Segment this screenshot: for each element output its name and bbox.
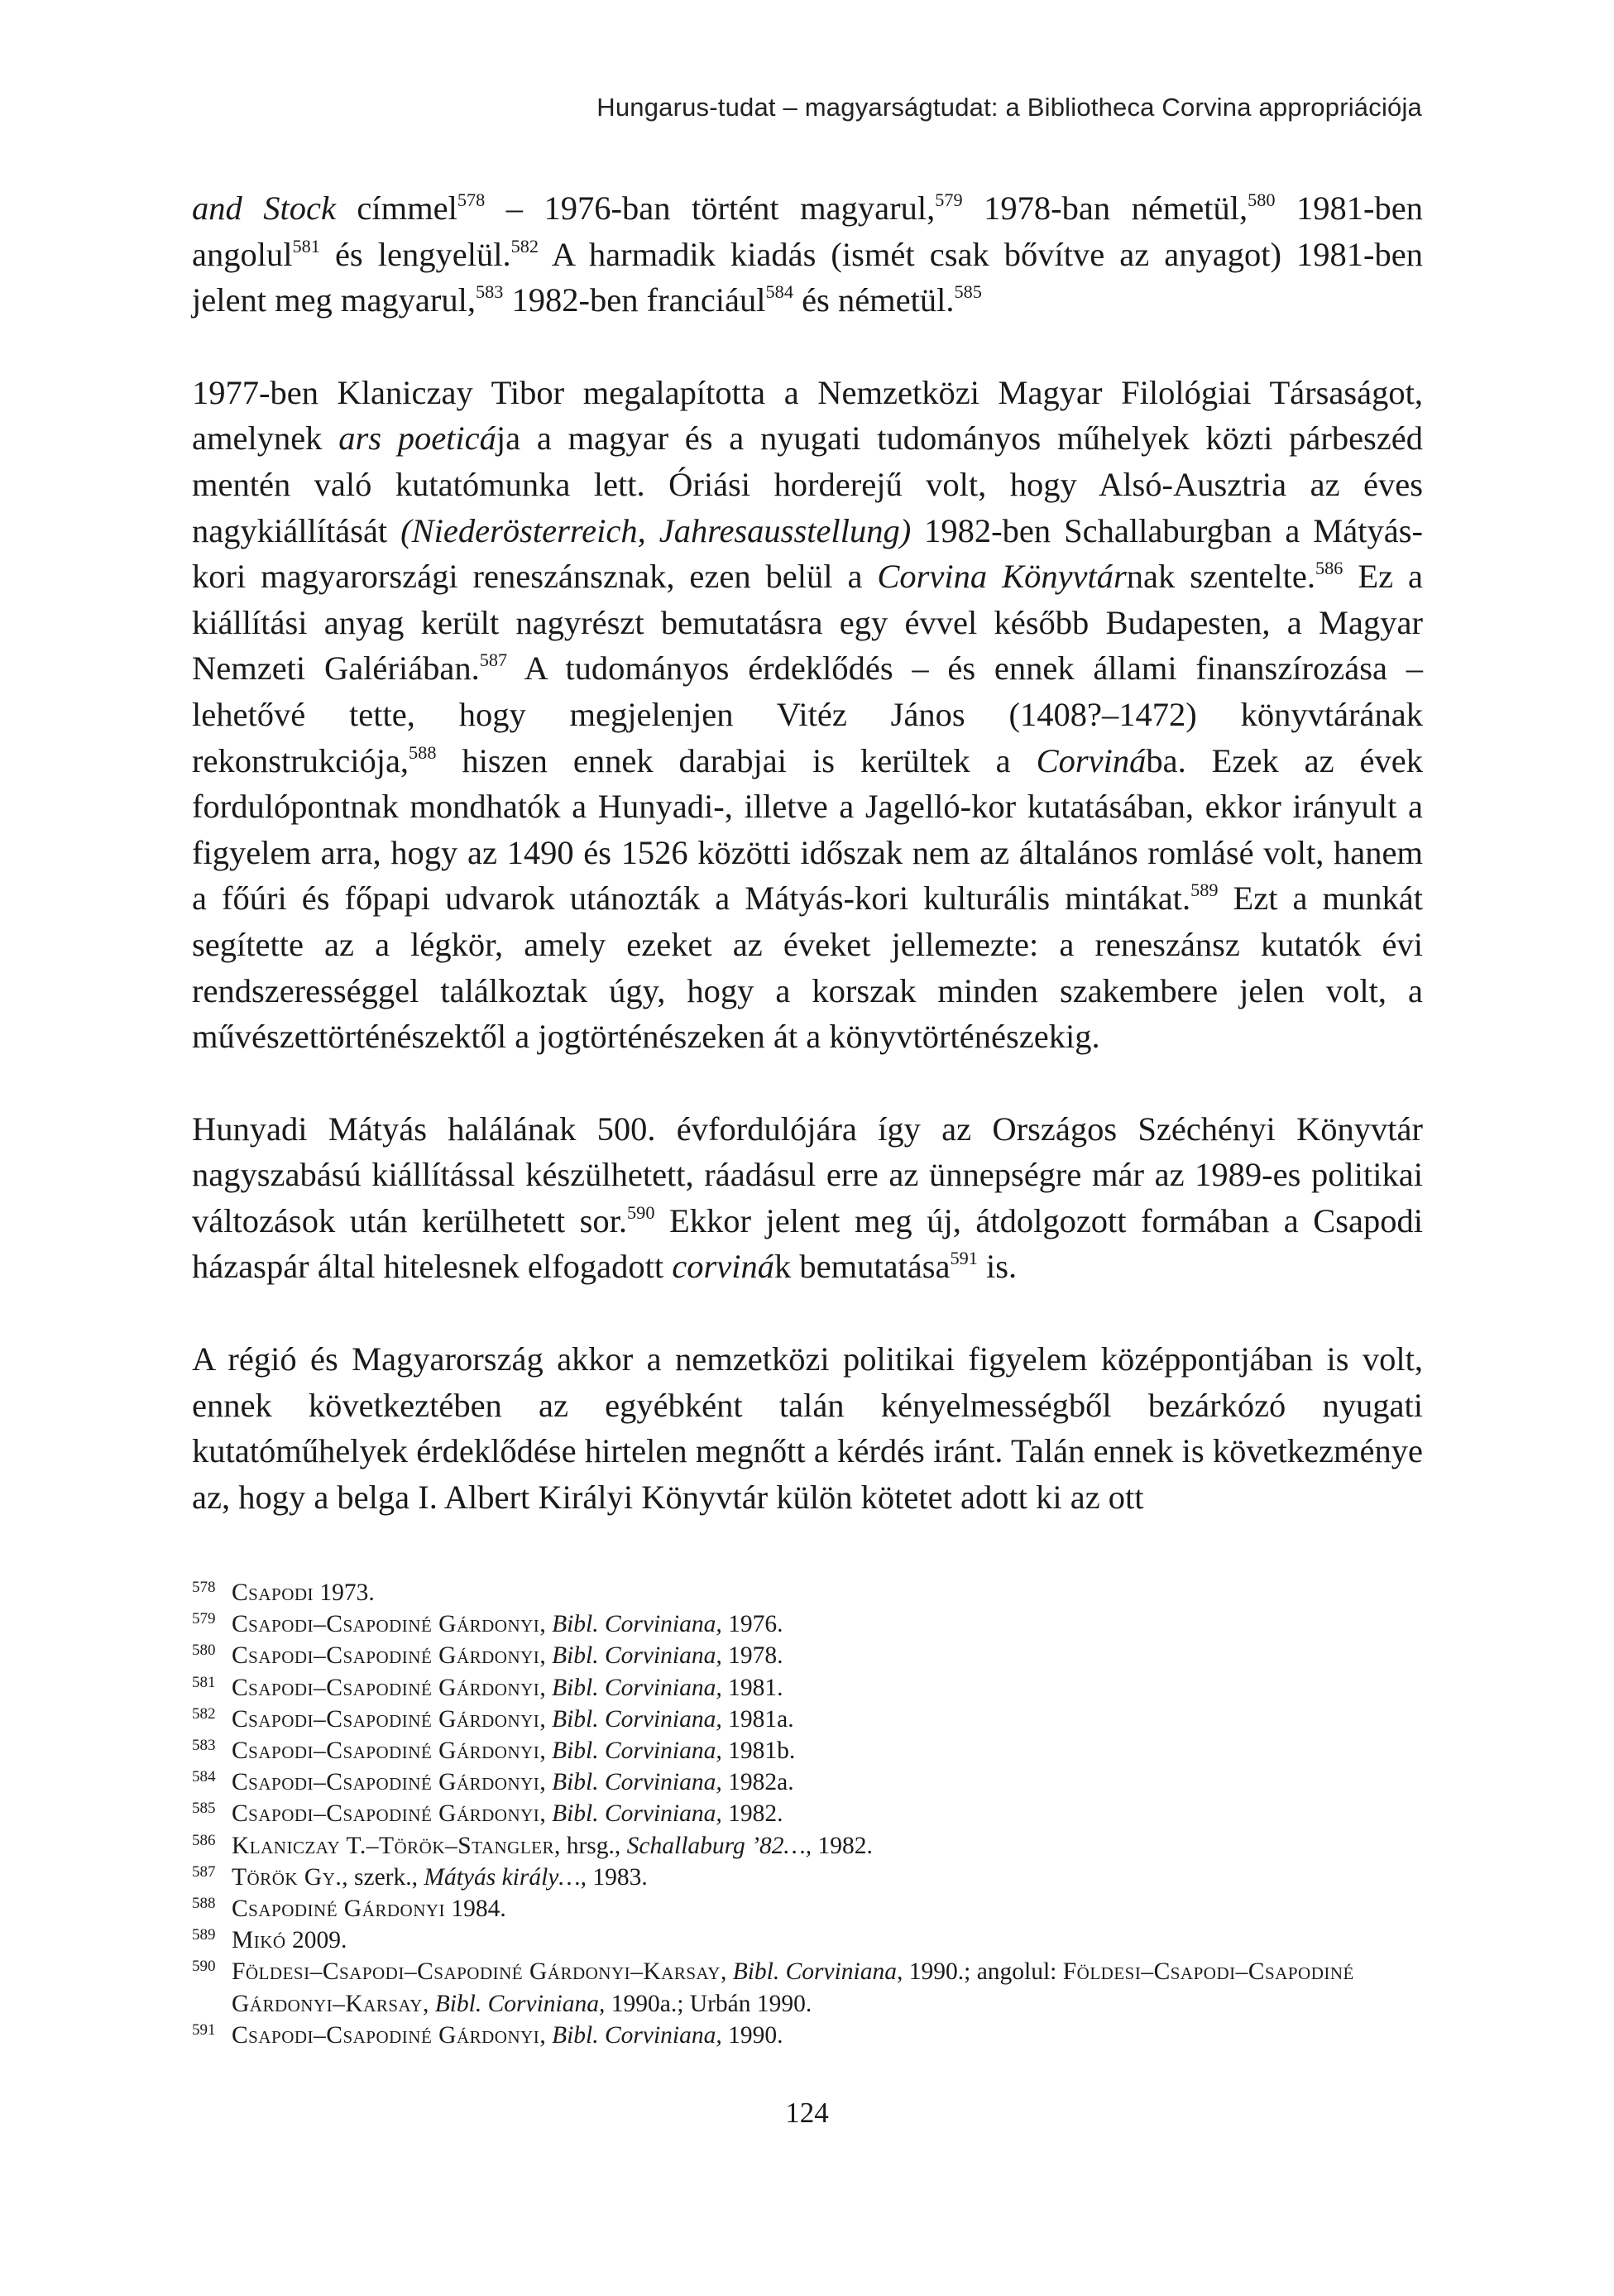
footnote-text: 1984.: [445, 1896, 506, 1923]
footnote-author: Mikó: [232, 1927, 286, 1954]
footnote-text: 1981b.: [721, 1738, 796, 1765]
footnote: [192, 1640, 1433, 1671]
paragraph-text: ba. Ezek az évek fordulópontnak mondhatók a Hunyadi-, illetve a Jagelló-kor kutatásában, ekkor irányult a figyelem arra, hogy az 1490 és 1526 közötti időszak nem az általános romlásé volt, hanem a főúri és főpapi udvarok utánozták a Mátyás-kori kulturális mintákat.: [192, 741, 1423, 918]
paragraph-italic: (Niederösterreich, Jahresausstellung): [400, 511, 912, 549]
footnote: [192, 1893, 1433, 1925]
footnote-italic: Bibl. Corviniana,: [732, 1958, 903, 1986]
paragraph-text: A tudományos érdeklődés – és ennek állami finanszírozása – lehetővé tette, hogy megjelenjen Vitéz János (1408?–1472) könyvtárának rekonstrukciója,: [192, 649, 1423, 779]
footnote-author: Török Gy.: [232, 1863, 342, 1891]
paragraph-text: Ez a kiállítási anyag került nagyrészt bemutatásra egy évvel később Budapesten, a Magyar Nemzeti Galériában.: [192, 558, 1423, 688]
footnote-author: Csapodi–Csapodiné Gárdonyi: [232, 2021, 540, 2049]
paragraph-text: hiszen ennek darabjai is kerültek a: [436, 741, 1037, 779]
footnote-ref: 584: [765, 281, 793, 303]
footnote-ref: 586: [1315, 558, 1343, 579]
footnote-text: 1982.: [721, 1800, 783, 1828]
footnote-author: Csapodi–Csapodiné Gárdonyi: [232, 1642, 540, 1670]
footnote-text: 1973.: [314, 1579, 375, 1606]
footnote-text: ,: [539, 1738, 553, 1765]
footnote-text: 1978.: [721, 1642, 783, 1670]
footnote: [192, 2020, 1433, 2051]
footnote-number: 580: [192, 1642, 216, 1660]
footnote-italic: Schallaburg ’82…,: [626, 1832, 812, 1859]
footnote-number: 589: [192, 1926, 216, 1944]
paragraph-italic: Corvina Könyvtár: [877, 558, 1127, 596]
footnote-number: 586: [192, 1831, 216, 1849]
footnote-italic: Bibl. Corviniana,: [552, 1769, 722, 1796]
paragraph-text: Hunyadi Mátyás halálának 500. évfordulójára így az Országos Széchényi Könyvtár nagyszabású kiállítással készülhetett, ráadásul erre az ünnepségre már az 1989-es politikai változások után kerülhetett sor.: [192, 1110, 1423, 1239]
paragraph-text: Ekkor jelent meg új, átdolgozott formában a Csapodi házaspár által hitelesnek elfogadott: [192, 1201, 1424, 1286]
paragraph-italic: and Stock: [192, 189, 336, 227]
footnote: [192, 1577, 1433, 1608]
paragraph-text: A harmadik kiadás (ismét csak bővítve az anyagot) 1981-ben jelent meg magyarul,: [192, 235, 1424, 319]
footnote-author: Csapodi–Csapodiné Gárdonyi: [232, 1705, 540, 1733]
paragraph: [192, 1106, 1423, 1290]
footnote-number: 579: [192, 1610, 216, 1628]
footnote: [192, 1704, 1433, 1735]
footnote-author: Csapodi–Csapodiné Gárdonyi: [232, 1769, 540, 1796]
footnote-italic: Bibl. Corviniana,: [552, 1738, 722, 1765]
footnote: [192, 1608, 1433, 1640]
footnote-ref: 581: [292, 235, 320, 256]
page-number: 124: [785, 2097, 829, 2129]
footnote-text: 1982.: [812, 1832, 873, 1859]
paragraph-text: címmel: [335, 189, 457, 227]
footnote-text: 1981a.: [721, 1705, 794, 1733]
footnote-number: 587: [192, 1862, 216, 1881]
paragraph-text: ja a magyar és a nyugati tudományos műhelyek közti párbeszéd mentén való kutatómunka lett. Óriási horderejű volt, hogy Alsó-Ausztria az éves nagykiállítását: [192, 419, 1424, 549]
paragraph-text: és lengyelül.: [319, 235, 511, 273]
footnote-ref: 589: [1190, 880, 1219, 901]
paragraph-text: is.: [977, 1248, 1018, 1286]
footnote-text: ,: [539, 1642, 553, 1670]
footnote-ref: 587: [479, 649, 508, 671]
footnote: [192, 1766, 1433, 1798]
footnote: [192, 1672, 1433, 1704]
paragraph: [192, 185, 1423, 324]
footnote-ref: 588: [409, 741, 437, 763]
body-text: [192, 185, 1423, 1566]
paragraph-text: 1981-ben angolul: [192, 189, 1424, 273]
footnote-number: 585: [192, 1800, 216, 1818]
footnote-text: 1976.: [721, 1611, 783, 1638]
footnote: [192, 1830, 1433, 1862]
footnote-text: ,: [539, 1705, 553, 1733]
footnote-text: 1982a.: [721, 1769, 794, 1796]
footnote-text: ,: [539, 2021, 553, 2049]
footnote-text: ,: [539, 1611, 553, 1638]
footnote-number: 581: [192, 1673, 216, 1691]
footnote-number: 582: [192, 1704, 216, 1723]
footnote-italic: Bibl. Corviniana,: [552, 1642, 722, 1670]
footnote-italic: Bibl. Corviniana,: [434, 1990, 606, 2017]
footnote-number: 588: [192, 1895, 216, 1913]
paragraph-text: 1977-ben Klaniczay Tibor megalapította a Nemzetközi Magyar Filológiai Társaságot, amelynek: [192, 373, 1423, 458]
paragraph-text: 1982-ben Schallaburgban a Mátyás-kori magyarországi reneszánsznak, ezen belül a: [192, 511, 1423, 596]
footnote-text: 1981.: [721, 1674, 783, 1701]
paragraph-text: k bemutatása: [773, 1248, 951, 1286]
footnote-ref: 578: [457, 189, 486, 210]
running-head: Hungarus-tudat – magyarságtudat: a Bibliotheca Corvina appropriációja: [596, 93, 1422, 122]
paragraph: [192, 1336, 1423, 1520]
footnote-text: , hrsg.,: [553, 1832, 627, 1859]
paragraph-text: nak szentelte.: [1126, 558, 1316, 596]
footnote-ref: 580: [1248, 189, 1276, 210]
footnote-text: , szerk.,: [342, 1863, 424, 1891]
footnote-number: 578: [192, 1579, 216, 1596]
paragraph: [192, 370, 1423, 1060]
footnote-number: 590: [192, 1958, 216, 1976]
footnote-number: 583: [192, 1737, 216, 1755]
footnote-text: 2009.: [285, 1927, 347, 1954]
footnote-text: ,: [539, 1674, 553, 1701]
paragraph-text: Ezt a munkát segítette az a légkör, amely ezeket az éveket jellemezte: a reneszánsz kutatók évi rendszerességgel találkoztak úgy, hogy a korszak minden szakembere jelen volt, a művészettörténészektől a jogtörténészeken át a könyvtörténészekig.: [192, 880, 1423, 1056]
footnote-text: ,: [539, 1769, 553, 1796]
footnote-author: Csapodi–Csapodiné Gárdonyi: [232, 1738, 540, 1765]
footnote-italic: Bibl. Corviniana,: [552, 1705, 722, 1733]
footnote-ref: 590: [627, 1201, 655, 1223]
paragraph-italic: Corviná: [1036, 741, 1147, 779]
footnote: [192, 1925, 1433, 1956]
footnote: [192, 1956, 1433, 2019]
footnote-ref: 591: [950, 1248, 978, 1269]
paragraph-text: 1982-ben franciául: [503, 281, 766, 319]
footnote-author: Csapodi–Csapodiné Gárdonyi: [232, 1674, 540, 1701]
footnote-italic: Bibl. Corviniana,: [552, 2021, 722, 2049]
footnote-text: 1990.; angolul:: [903, 1958, 1063, 1986]
paragraph-text: 1978-ban németül,: [962, 189, 1248, 227]
footnote-italic: Bibl. Corviniana,: [552, 1674, 722, 1701]
paragraph-italic: ars poeticá: [338, 419, 496, 458]
footnote-italic: Bibl. Corviniana,: [552, 1800, 722, 1828]
footnote-text: ,: [422, 1990, 435, 2017]
paragraph-text: – 1976-ban történt magyarul,: [485, 189, 936, 227]
footnotes: [192, 1577, 1433, 2051]
footnote-author: Földesi–Csapodi–Csapodiné Gárdonyi–Karsay: [232, 1958, 1354, 2017]
paragraph-text: A régió és Magyarország akkor a nemzetközi politikai figyelem középpontjában is volt, ennek következtében az egyébként talán kényelmességből bezárkózó nyugati kutatóműhelyek érdeklődése hirtelen megnőtt a kérdés iránt. Talán ennek is következménye az, hogy a belga I. Albert Királyi Könyvtár külön kötetet adott ki az ott: [192, 1340, 1423, 1516]
paragraph-italic: corviná: [672, 1248, 774, 1286]
footnote-text: ,: [539, 1800, 553, 1828]
footnote-ref: 579: [935, 189, 963, 210]
footnote-italic: Mátyás király…,: [424, 1863, 587, 1891]
footnote-author: Csapodiné Gárdonyi: [232, 1896, 446, 1923]
footnote-author: Földesi–Csapodi–Csapodiné Gárdonyi–Karsay: [232, 1958, 721, 1986]
footnote: [192, 1798, 1433, 1829]
footnote-italic: Bibl. Corviniana,: [552, 1611, 722, 1638]
footnote: [192, 1735, 1433, 1766]
footnote-author: Klaniczay T.–Török–Stangler: [232, 1832, 554, 1859]
footnote-number: 584: [192, 1768, 216, 1786]
footnote: [192, 1862, 1433, 1893]
footnote-text: 1990a.; Urbán 1990.: [605, 1990, 812, 2017]
footnote-author: Csapodi–Csapodiné Gárdonyi: [232, 1611, 540, 1638]
footnote-number: 591: [192, 2020, 216, 2039]
footnote-ref: 585: [954, 281, 982, 303]
footnote-text: 1990.: [721, 2021, 783, 2049]
paragraph-text: és németül.: [793, 281, 955, 319]
footnote-text: ,: [720, 1958, 733, 1986]
footnote-text: 1983.: [587, 1863, 648, 1891]
footnote-ref: 583: [476, 281, 504, 303]
footnote-author: Csapodi: [232, 1579, 314, 1606]
footnote-author: Csapodi–Csapodiné Gárdonyi: [232, 1800, 540, 1828]
footnote-ref: 582: [510, 235, 539, 256]
